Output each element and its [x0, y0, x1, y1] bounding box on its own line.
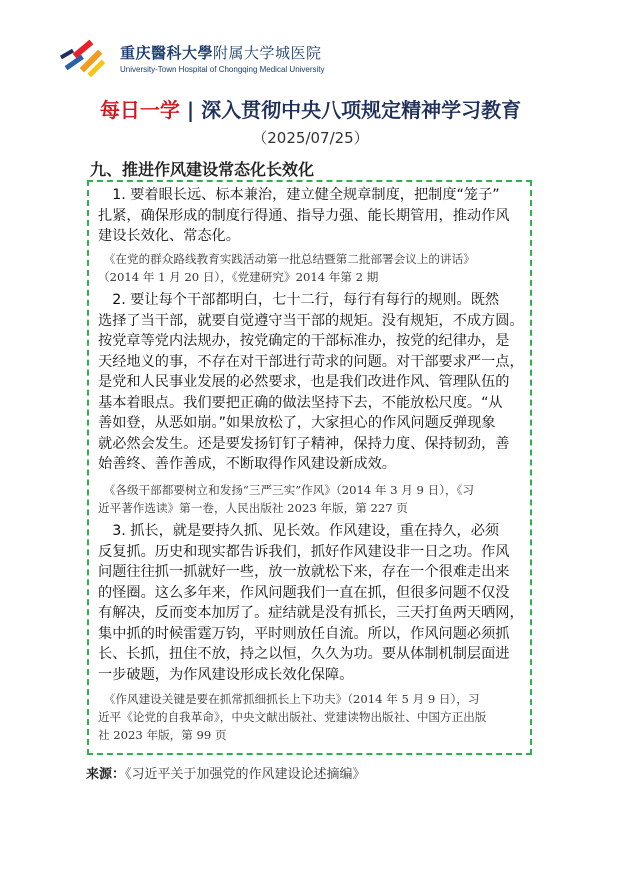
hospital-name-dept: 附属大学城医院 — [213, 44, 322, 62]
source-label: 来源： — [86, 767, 126, 782]
title-separator: | — [179, 98, 202, 122]
paragraph-line: 一步破题，为作风建设形成长效化保障。 — [98, 666, 354, 683]
paragraph-line: 善如登，从恶如崩。”如果放松了，大家担心的作风问题反弹现象 — [98, 415, 496, 431]
hospital-header — [58, 38, 418, 88]
paragraph-line: 始善终、善作善成，不断取得作风建设新成效。 — [98, 456, 396, 472]
paragraph-line: 反复抓。历史和现实都告诉我们，抓好作风建设非一日之功。作风 — [98, 543, 510, 560]
paragraph-line: 扎紧，确保形成的制度行得通、指导力强、能长期管用，推动作风 — [98, 207, 510, 224]
publish-date: （2025/07/25） — [252, 129, 369, 147]
citation-2 — [98, 481, 523, 517]
paragraph-line: 1. 要着眼长远、标本兼治，建立健全规章制度，把制度“笼子” — [98, 187, 500, 203]
paragraph-line: 按党章等党内法规办，按党确定的干部标准办，按党的纪律办，是 — [98, 333, 510, 349]
paragraph-line: 选择了当干部，就要自觉遵守当干部的规矩。没有规矩，不成方圆。 — [98, 312, 524, 329]
hospital-name-cn — [120, 42, 322, 63]
source-note — [86, 763, 366, 782]
title-main: 深入贯彻中央八项规定精神学习教育 — [201, 98, 522, 122]
paragraph-line: 天经地义的事，不存在对干部进行苛求的问题。对干部要求严一点， — [98, 353, 524, 370]
paragraph-line: 有解决，反而变本加厉了。症结就是没有抓长，三天打鱼两天晒网， — [98, 605, 524, 621]
citation-1 — [98, 250, 523, 286]
paragraph-line: 的怪圈。这么多年来，作风问题我们一直在抓，但很多问题不仅没 — [98, 584, 510, 601]
paragraph-3 — [98, 521, 523, 685]
section-title: 九、推进作风建设常态化长效化 — [90, 160, 315, 179]
paragraph-line: 建设长效化、常态化。 — [98, 228, 240, 244]
citation-line: （2014 年 1 月 20 日），《党建研究》2014 年第 2 期 — [98, 270, 379, 284]
paragraph-line: 长、长抓，扭住不放，持之以恒，久久为功。要从体制机制层面进 — [98, 646, 510, 662]
citation-line: 《作风建设关键是要在抓常抓细抓长上下功夫》（2014 年 5 月 9 日），习 — [98, 692, 480, 706]
paragraph-line: 3. 抓长，就是要持久抓、见长效。作风建设，重在持久，必须 — [98, 523, 500, 539]
paragraph-line: 基本着眼点。我们要把正确的做法坚持下去，不能放松尺度。“从 — [98, 394, 503, 411]
paragraph-line: 就必然会发生。还是要发扬钉钉子精神，保持力度、保持韧劲，善 — [98, 435, 510, 452]
paragraph-line: 是党和人民事业发展的必然要求，也是我们改进作风、管理队伍的 — [98, 374, 510, 390]
paragraph-line: 问题往往抓一抓就好一些，放一放就松下来，存在一个很难走出来 — [98, 564, 510, 580]
citation-line: 社 2023 年版，第 99 页 — [98, 728, 227, 742]
source-reference: 《习近平关于加强党的作风建设论述摘编》 — [125, 767, 366, 782]
page-title — [0, 94, 621, 123]
citation-line: 《各级干部都要树立和发扬“三严三实”作风》（2014 年 3 月 9 日），《习 — [98, 483, 474, 497]
paragraph-line: 集中抓的时候雷霆万钧，平时则放任自流。所以，作风问题必须抓 — [98, 625, 510, 642]
citation-line: 《在党的群众路线教育实践活动第一批总结暨第二批部署会议上的讲话》 — [98, 252, 475, 266]
citation-line: 近平著作选读》第一卷，人民出版社 2023 年版，第 227 页 — [98, 501, 408, 515]
hospital-logo-icon — [58, 38, 110, 82]
citation-line: 近平《论党的自我革命》，中央文献出版社、党建读物出版社、中国方正出版 — [98, 710, 487, 724]
paragraph-1 — [98, 185, 523, 247]
title-prefix: 每日一学 — [99, 98, 180, 122]
hospital-name-en: University-Town Hospital of Chongqing Medical University — [120, 65, 325, 74]
paragraph-line: 2. 要让每个干部都明白，七十二行，每行有每行的规则。既然 — [98, 292, 500, 308]
paragraph-2 — [98, 290, 523, 475]
hospital-name-univ: 重庆醫科大學 — [120, 44, 214, 62]
citation-3 — [98, 690, 523, 744]
